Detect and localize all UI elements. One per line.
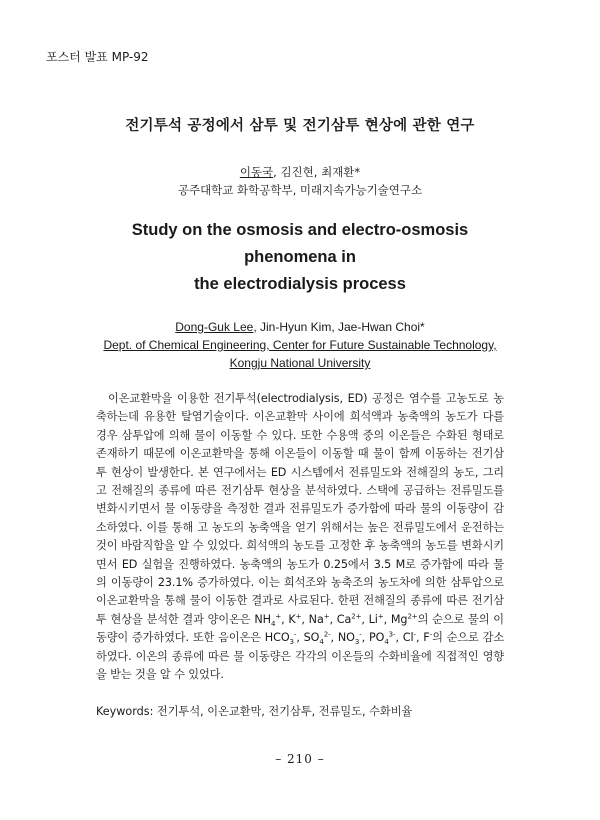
affiliation-english — [96, 336, 504, 372]
anion-ion: $PO_4^{3-}$ — [368, 630, 396, 647]
author-list-korean — [96, 163, 504, 181]
first-author-korean: 이동국 — [239, 165, 274, 179]
abstract-part2: 의 순으로 물의 이동량이 증가하였다. 또한 음이온은 — [96, 612, 504, 645]
anion-ion: $HCO_3^-$ — [264, 630, 297, 647]
affiliation-english-line2: Kongju National University — [229, 356, 371, 370]
cation-ion: $Ca^{2+}$ — [336, 612, 362, 626]
other-authors-english: , Jin-Hyun Kim, Jae-Hwan Choi* — [253, 320, 425, 334]
abstract — [96, 390, 504, 685]
cation-series: $NH_4^+$, K+, Na+, $Ca^{2+}$, Li+, $Mg^{2+}$ — [254, 612, 418, 629]
anion-ion: $SO_4^{2-}$ — [303, 630, 331, 647]
page-number: – 210 – — [275, 752, 325, 766]
other-authors-korean: , 김진현, 최재환* — [273, 165, 361, 179]
anion-ion: F- — [423, 630, 433, 645]
title-korean: 전기투석 공정에서 삼투 및 전기삼투 현상에 관한 연구 — [125, 118, 475, 134]
cation-ion: $Mg^{2+}$ — [390, 612, 418, 626]
first-author-english: Dong-Guk Lee — [175, 320, 254, 334]
poster-label: 포스터 발표 MP-92 — [46, 50, 149, 64]
anion-ion: Cl- — [402, 630, 416, 645]
keywords: Keywords: 전기투석, 이온교환막, 전기삼투, 전류밀도, 수화비율 — [96, 704, 413, 718]
abstract-part1: 이온교환막을 이용한 전기투석(electrodialysis, ED) 공정은 염수를 고농도로 농축하는데 유용한 탈염기술이다. 이온교환막 사이에 희석액과 농축액의 농도가 다를 경우 삼투압에 의해 물이 이동할 수 있다. 또한 수용액 중의 이온들은 수화된 형태로 존재하기 때문에 이온교환막을 통해 이온들이 이동할 때 물이 함께 이동하는 전기삼투 현상이 발생한다. 본 연구에서는 ED 시스템에서 전류밀도와 전해질의 농도, 그리고 전해질의 종류에 따른 전기삼투 현상을 분석하였다. 스택에 공급하는 전류밀도를 변화시키면서 물 이동량을 측정한 결과 전류밀도가 증가함에 따라 물의 이동량이 감소하였다. 이를 통해 고 농도의 농축액을 얻기 위해서는 높은 전류밀도에서 운전하는 것이 바람직함을 알 수 있었다. 희석액의 농도를 고정한 후 농축액의 농도를 변화시키면서 ED 실험을 진행하였다. 농축액의 농도가 0.25에서 3.5 M로 증가함에 따라 물의 이동량이 23.1% 증가하였다. 이는 희석조와 농축조의 농도차에 의한 삼투압으로 이온교환막을 통해 물이 이동한 결과로 사료된다. 한편 전해질의 종류에 따른 전기삼투 현상을 분석한 결과 양이온은 — [96, 392, 504, 626]
title-english — [96, 217, 504, 298]
cation-ion: Li+ — [368, 612, 384, 626]
anion-series: $HCO_3^-$, $SO_4^{2-}$, $NO_3^-$, $PO_4^{3-}$, Cl-, F- — [264, 630, 433, 647]
cation-ion: $NH_4^+$ — [254, 612, 282, 629]
affiliation-english-line1: Dept. of Chemical Engineering, Center for Future Sustainable Technology, — [103, 338, 497, 352]
authors-korean — [96, 163, 504, 199]
anion-ion: $NO_3^-$ — [337, 630, 362, 647]
abstract-part3: 의 순으로 감소하였다. 이온의 종류에 따른 물 이동량은 각각의 이온들의 수화비율에 직접적인 영향을 받는 것을 알 수 있었다. — [96, 631, 505, 682]
cation-ion: Na+ — [308, 612, 330, 626]
affiliation-korean: 공주대학교 화학공학부, 미래지속가능기술연구소 — [177, 183, 423, 197]
title-english-line1: Study on the osmosis and electro-osmosis phenomena in — [131, 221, 469, 266]
authors-english — [96, 318, 504, 372]
cation-ion: K+ — [288, 612, 302, 626]
author-list-english — [96, 318, 504, 336]
title-english-line2: the electrodialysis process — [194, 275, 406, 293]
